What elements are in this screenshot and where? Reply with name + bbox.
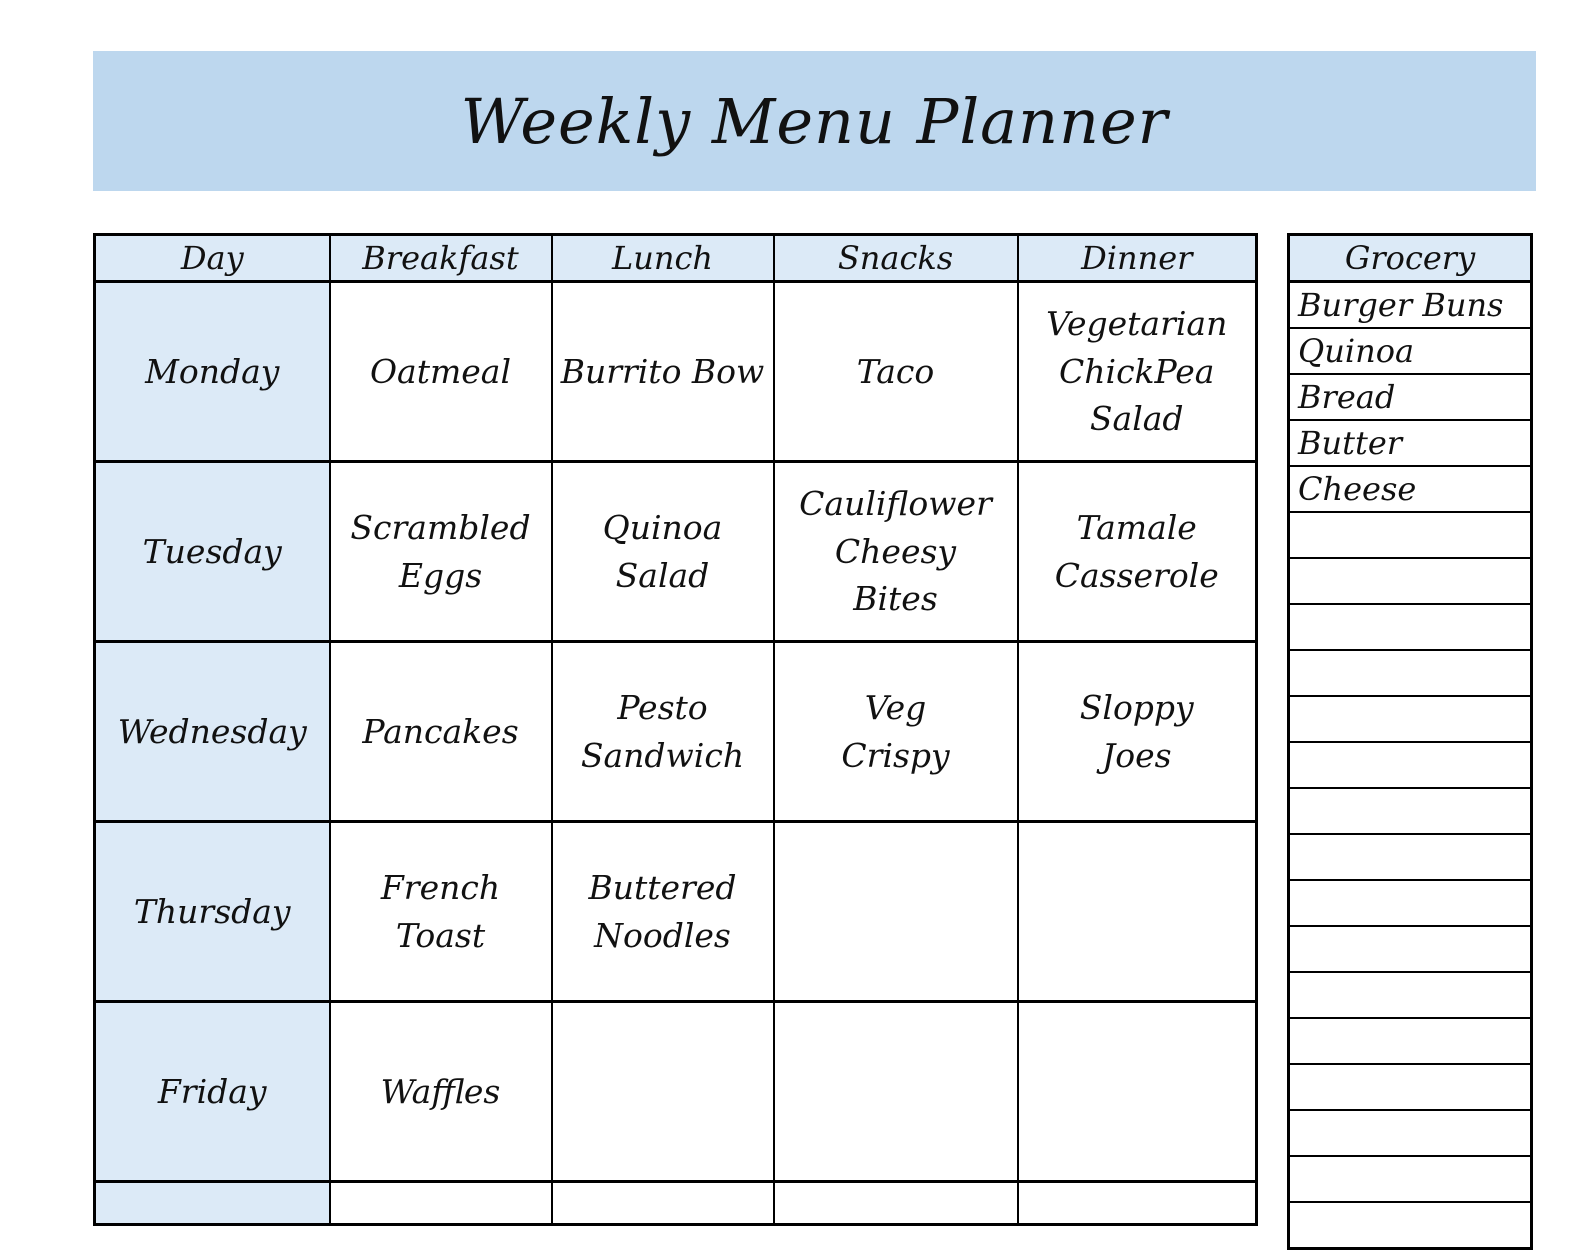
dinner-line: Vegetarian bbox=[1046, 303, 1228, 343]
snacks-cell[interactable] bbox=[774, 282, 1018, 462]
header-lunch: Lunch bbox=[552, 235, 774, 282]
breakfast-cell[interactable] bbox=[330, 822, 552, 1002]
menu-row-monday bbox=[95, 282, 1257, 462]
grocery-blank-line[interactable] bbox=[1289, 604, 1532, 650]
menu-row-friday bbox=[95, 1002, 1257, 1182]
lunch-line: Salad bbox=[615, 555, 710, 595]
breakfast-line: Oatmeal bbox=[369, 351, 512, 391]
grocery-body bbox=[1289, 282, 1532, 1249]
dinner-line: ChickPea bbox=[1059, 351, 1215, 391]
grocery-blank-line[interactable] bbox=[1289, 650, 1532, 696]
grocery-blank-line[interactable] bbox=[1289, 1110, 1532, 1156]
snacks-line: Cauliflower bbox=[799, 483, 992, 523]
dinner-cell[interactable] bbox=[1018, 822, 1257, 1002]
grocery-item[interactable]: Cheese bbox=[1289, 466, 1532, 512]
dinner-cell[interactable] bbox=[1018, 462, 1257, 642]
lunch-line: Sandwich bbox=[580, 735, 745, 775]
menu-row-thursday bbox=[95, 822, 1257, 1002]
menu-row-wednesday bbox=[95, 642, 1257, 822]
header-snacks: Snacks bbox=[774, 235, 1018, 282]
menu-row-tuesday bbox=[95, 462, 1257, 642]
header-breakfast: Breakfast bbox=[330, 235, 552, 282]
grocery-blank-line[interactable] bbox=[1289, 788, 1532, 834]
dinner-line: Joes bbox=[1101, 735, 1172, 775]
header-day: Day bbox=[95, 235, 330, 282]
snacks-cell[interactable] bbox=[774, 462, 1018, 642]
grocery-blank-line[interactable] bbox=[1289, 1202, 1532, 1249]
snacks-cell[interactable] bbox=[774, 1002, 1018, 1182]
grocery-blank-line[interactable] bbox=[1289, 1064, 1532, 1110]
breakfast-line: Waffles bbox=[380, 1071, 501, 1111]
dinner-line: Casserole bbox=[1054, 555, 1219, 595]
grocery-blank-line[interactable] bbox=[1289, 696, 1532, 742]
dinner-line: Salad bbox=[1089, 399, 1184, 439]
day-cell: Thursday bbox=[95, 822, 330, 1002]
grocery-blank-line[interactable] bbox=[1289, 512, 1532, 558]
breakfast-line: Pancakes bbox=[362, 711, 519, 751]
meal-cell[interactable] bbox=[330, 1182, 552, 1225]
lunch-cell[interactable] bbox=[552, 462, 774, 642]
snacks-line: Bites bbox=[853, 579, 938, 619]
grocery-item[interactable]: Quinoa bbox=[1289, 328, 1532, 374]
grocery-item[interactable]: Bread bbox=[1289, 374, 1532, 420]
grocery-blank-line[interactable] bbox=[1289, 742, 1532, 788]
lunch-cell[interactable] bbox=[552, 1002, 774, 1182]
lunch-line: Quinoa bbox=[602, 507, 723, 547]
lunch-line: Pesto bbox=[617, 687, 708, 727]
dinner-cell[interactable] bbox=[1018, 1002, 1257, 1182]
snacks-line: Crispy bbox=[841, 735, 950, 775]
breakfast-cell[interactable] bbox=[330, 462, 552, 642]
lunch-line: Burrito Bow bbox=[560, 351, 765, 391]
lunch-line: Buttered bbox=[588, 867, 737, 907]
menu-row-empty bbox=[95, 1182, 1257, 1225]
meal-cell[interactable] bbox=[1018, 1182, 1257, 1225]
title-banner bbox=[93, 51, 1536, 191]
snacks-line: Cheesy bbox=[834, 531, 957, 571]
breakfast-cell[interactable] bbox=[330, 282, 552, 462]
snacks-line: Taco bbox=[856, 351, 935, 391]
grocery-table bbox=[1287, 233, 1533, 1250]
day-cell[interactable] bbox=[95, 1182, 330, 1225]
grocery-blank-line[interactable] bbox=[1289, 972, 1532, 1018]
grocery-header: Grocery bbox=[1289, 235, 1532, 282]
lunch-cell[interactable] bbox=[552, 822, 774, 1002]
grocery-blank-line[interactable] bbox=[1289, 1156, 1532, 1202]
snacks-cell[interactable] bbox=[774, 642, 1018, 822]
breakfast-line: Toast bbox=[395, 915, 486, 955]
day-cell: Wednesday bbox=[95, 642, 330, 822]
dinner-line: Tamale bbox=[1076, 507, 1197, 547]
breakfast-line: French bbox=[380, 867, 501, 907]
grocery-blank-line[interactable] bbox=[1289, 1018, 1532, 1064]
dinner-line: Sloppy bbox=[1079, 687, 1194, 727]
breakfast-cell[interactable] bbox=[330, 642, 552, 822]
meal-cell[interactable] bbox=[552, 1182, 774, 1225]
breakfast-cell[interactable] bbox=[330, 1002, 552, 1182]
day-cell: Monday bbox=[95, 282, 330, 462]
breakfast-line: Scrambled bbox=[350, 507, 531, 547]
grocery-blank-line[interactable] bbox=[1289, 880, 1532, 926]
snacks-cell[interactable] bbox=[774, 822, 1018, 1002]
header-dinner: Dinner bbox=[1018, 235, 1257, 282]
breakfast-line: Eggs bbox=[398, 555, 483, 595]
page-title: Weekly Menu Planner bbox=[460, 84, 1169, 158]
lunch-line: Noodles bbox=[594, 915, 731, 955]
meal-cell[interactable] bbox=[774, 1182, 1018, 1225]
day-cell: Tuesday bbox=[95, 462, 330, 642]
grocery-item[interactable]: Butter bbox=[1289, 420, 1532, 466]
menu-table bbox=[93, 233, 1258, 1226]
grocery-blank-line[interactable] bbox=[1289, 926, 1532, 972]
dinner-cell[interactable] bbox=[1018, 642, 1257, 822]
day-cell: Friday bbox=[95, 1002, 330, 1182]
dinner-cell[interactable] bbox=[1018, 282, 1257, 462]
snacks-line: Veg bbox=[864, 687, 927, 727]
lunch-cell[interactable] bbox=[552, 282, 774, 462]
grocery-blank-line[interactable] bbox=[1289, 558, 1532, 604]
menu-body bbox=[95, 282, 1257, 1225]
lunch-cell[interactable] bbox=[552, 642, 774, 822]
grocery-item[interactable]: Burger Buns bbox=[1289, 282, 1532, 329]
menu-header-row bbox=[95, 235, 1257, 282]
grocery-blank-line[interactable] bbox=[1289, 834, 1532, 880]
